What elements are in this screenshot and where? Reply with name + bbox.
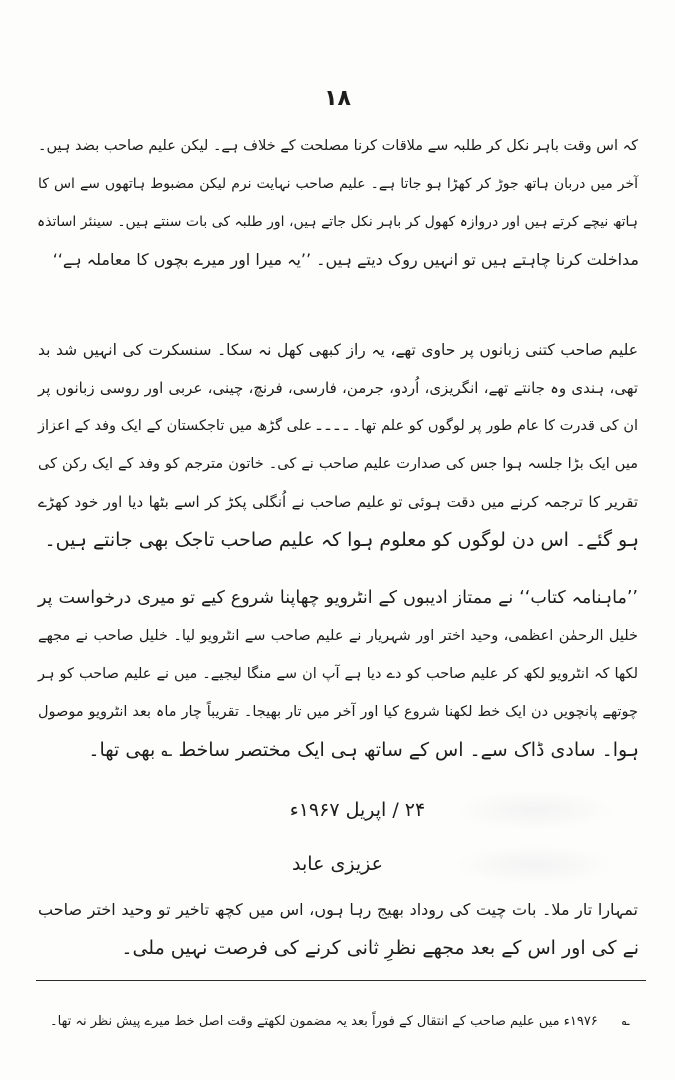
paragraph-line: آخر میں دربان ہاتھ جوڑ کر کھڑا ہو جاتا ہے۔ علیم صاحب نہایت نرم لیکن مضبوط ہاتھوں سے اس کا — [38, 176, 638, 192]
paragraph-line: تقریر کا ترجمہ کرنے میں دقت ہوئی تو علیم صاحب نے اُنگلی پکڑ کر اسے بٹھا دیا اور خود کھڑے — [38, 493, 638, 511]
paragraph-line: ہو گئے۔ اس دن لوگوں کو معلوم ہوا کہ علیم صاحب تاجک بھی جانتے ہیں۔ — [44, 529, 639, 551]
letter-salutation: عزیزی عابد — [292, 853, 383, 875]
paragraph-line: تھی، ہندی وہ جانتے تھے، انگریزی، اُردو، جرمن، فارسی، فرنچ، چینی، عربی اور روسی زبانوں پر — [38, 379, 638, 397]
paragraph-line: لکھا کہ انٹرویو لکھ کر علیم صاحب کو دے دیا ہے آپ ان سے منگا لیجیے۔ میں نے علیم صاحب کو ہر — [38, 666, 638, 682]
paragraph-line: خلیل الرحمٰن اعظمی، وحید اختر اور شہریار نے علیم صاحب سے انٹرویو لیا۔ خلیل صاحب نے مجھے — [38, 628, 638, 644]
letter-line: تمہارا تار ملا۔ بات چیت کی روداد بھیج رہا ہوں، اس میں کچھ تاخیر تو وحید اختر صاحب — [38, 900, 638, 919]
footnote-text: ۱۹۷۶ء میں علیم صاحب کے انتقال کے فوراً بعد یہ مضمون لکھتے وقت اصل خط میرے پیش نظر نہ تھا۔ — [50, 1014, 598, 1029]
letter-line: نے کی اور اس کے بعد مجھے نظرِ ثانی کرنے کی فرصت نہیں ملی۔ — [121, 937, 639, 959]
paragraph-line: ’’ماہنامہ کتاب‘‘ نے ممتاز ادیبوں کے انٹرویو چھاپنا شروع کیے تو میری درخواست پر — [38, 588, 638, 608]
paragraph-line: ہوا۔ سادی ڈاک سے۔ اس کے ساتھ ہی ایک مختصر ساخط ؎ بھی تھا۔ — [88, 739, 639, 761]
paragraph-line: کہ اس وقت باہر نکل کر طلبہ سے ملاقات کرنا مصلحت کے خلاف ہے۔ لیکن علیم صاحب بضد ہیں۔ — [38, 138, 638, 154]
page-number: ۱۸ — [324, 86, 351, 111]
paragraph-line: ہاتھ نیچے کرتے ہیں اور دروازہ کھول کر باہر نکل جاتے ہیں، اور طلبہ کی بات سنتے ہیں۔ سینئر اساتذہ — [36, 214, 638, 230]
footnote-mark: ؎ — [621, 1013, 630, 1029]
paragraph-line: میں ایک بڑا جلسہ ہوا جس کی صدارت علیم صاحب نے کی۔ خاتون مترجم کو وفد کے ایک رکن کی — [38, 456, 638, 472]
footnote-divider — [36, 980, 646, 981]
letter-date: ۲۴ / اپریل ۱۹۶۷ء — [289, 799, 426, 821]
paragraph-line: ان کی قدرت کا عام طور پر لوگوں کو علم تھا۔ ـ ـ ـ ـ علی گڑھ میں تاجکستان کے ایک وفد کے اعزاز — [38, 418, 638, 434]
paragraph-line: مداخلت کرنا چاہتے ہیں تو انہیں روک دیتے ہیں۔ ’’یہ میرا اور میرے بچوں کا معاملہ ہے‘‘ — [52, 250, 639, 269]
paragraph-line: چوتھے پانچویں دن ایک خط لکھنا شروع کیا اور آخر میں تار بھیجا۔ تقریباً چار ماہ بعد انٹرویو موصول — [38, 704, 638, 720]
paragraph-line: علیم صاحب کتنی زبانوں پر حاوی تھے، یہ راز کبھی کھل نہ سکا۔ سنسکرت کی انہیں شد بد — [38, 341, 638, 359]
footnote — [40, 1010, 630, 1033]
